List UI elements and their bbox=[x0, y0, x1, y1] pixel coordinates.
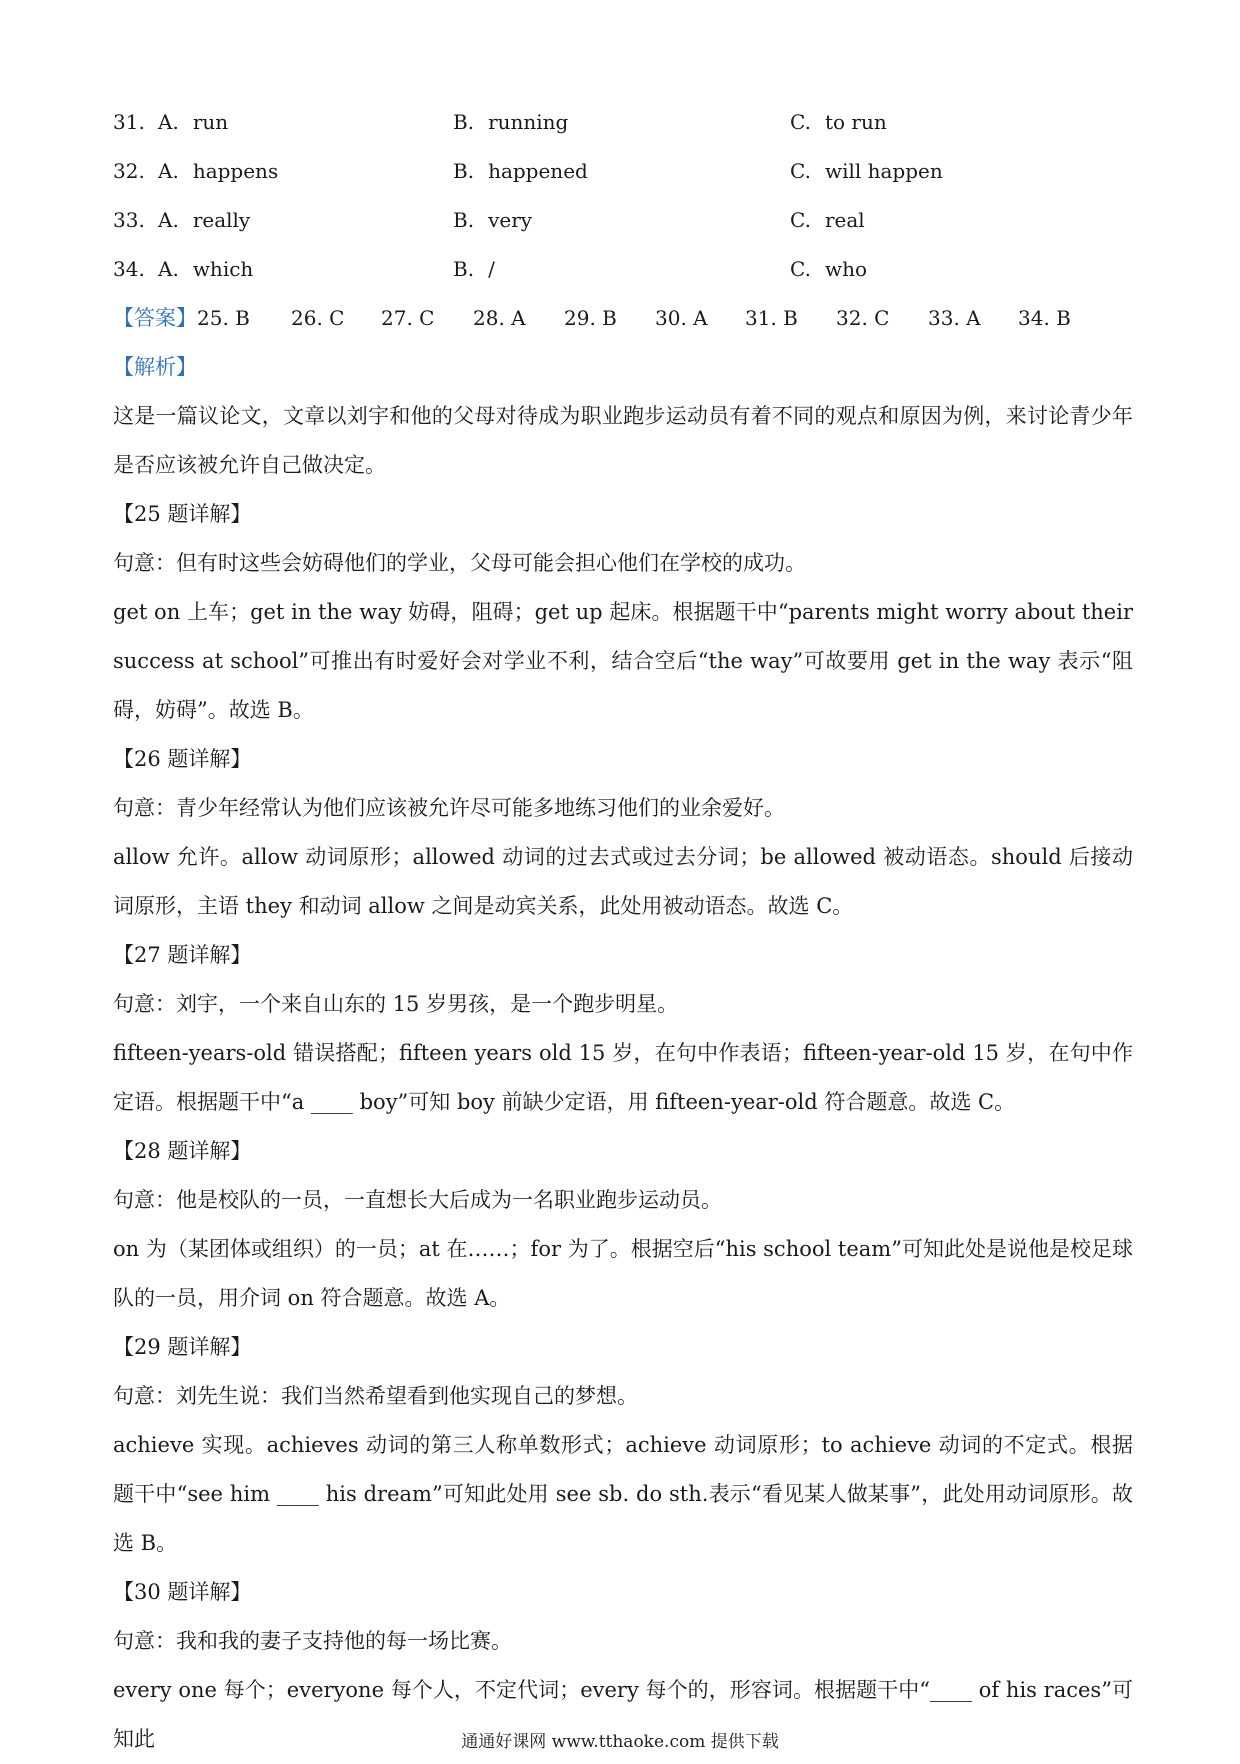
option-c: C. to run bbox=[790, 110, 887, 134]
question-number: 34. bbox=[113, 257, 145, 281]
answer-item: 32. C bbox=[836, 306, 890, 330]
option-a: A. run bbox=[158, 110, 229, 134]
option-a: A. happens bbox=[158, 159, 279, 183]
option-b: B. happened bbox=[453, 159, 588, 183]
answer-key bbox=[113, 294, 1133, 343]
option-c: C. who bbox=[790, 257, 867, 281]
option-b: B. running bbox=[453, 110, 569, 134]
explanation: achieve 实现。achieves 动词的第三人称单数形式；achieve 动词原形；to achieve 动词的不定式。根据题干中“see him ____ his dream”可知此处用 see sb. do sth.表示“看见某人做某事”，此处用动词原形。故选 B。 bbox=[113, 1433, 1133, 1555]
answer-item: 28. A bbox=[473, 306, 526, 330]
explanation: get on 上车；get in the way 妨碍，阻碍；get up 起床。根据题干中“parents might worry about their success at school”可推出有时爱好会对学业不利，结合空后“the way”可故要用 get in the way 表示“阻碍，妨碍”。故选 B。 bbox=[113, 600, 1133, 722]
question-32-options bbox=[113, 147, 1133, 196]
answer-item: 26. C bbox=[291, 306, 345, 330]
question-number: 32. bbox=[113, 159, 145, 183]
sentence-meaning: 句意：刘先生说：我们当然希望看到他实现自己的梦想。 bbox=[113, 1384, 638, 1408]
question-31-options bbox=[113, 98, 1133, 147]
question-number: 31. bbox=[113, 110, 145, 134]
page-footer: 通通好课网 www.tthaoke.com 提供下载 bbox=[461, 1732, 779, 1752]
analysis-intro: 这是一篇议论文，文章以刘宇和他的父母对待成为职业跑步运动员有着不同的观点和原因为例，来讨论青少年是否应该被允许自己做决定。 bbox=[113, 404, 1133, 477]
section-heading-26: 【26 题详解】 bbox=[113, 747, 252, 771]
section-heading-29: 【29 题详解】 bbox=[113, 1335, 252, 1359]
section-heading-25: 【25 题详解】 bbox=[113, 502, 252, 526]
question-33-options bbox=[113, 196, 1133, 245]
explanation: every one 每个；everyone 每个人，不定代词；every 每个的，形容词。根据题干中“____ of his races”可知此 bbox=[113, 1678, 1133, 1751]
explanation: on 为（某团体或组织）的一员；at 在……；for 为了。根据空后“his school team”可知此处是说他是校足球队的一员，用介词 on 符合题意。故选 A。 bbox=[113, 1237, 1133, 1310]
option-b: B. very bbox=[453, 208, 533, 232]
answer-item: 29. B bbox=[564, 306, 617, 330]
section-heading-27: 【27 题详解】 bbox=[113, 943, 252, 967]
explanation: allow 允许。allow 动词原形；allowed 动词的过去式或过去分词；be allowed 被动语态。should 后接动词原形，主语 they 和动词 allow 之间是动宾关系，此处用被动语态。故选 C。 bbox=[113, 845, 1133, 918]
answer-item: 31. B bbox=[745, 306, 798, 330]
sentence-meaning: 句意：我和我的妻子支持他的每一场比赛。 bbox=[113, 1629, 512, 1653]
sentence-meaning: 句意：刘宇，一个来自山东的 15 岁男孩，是一个跑步明星。 bbox=[113, 992, 679, 1016]
question-number: 33. bbox=[113, 208, 145, 232]
option-a: A. really bbox=[158, 208, 251, 232]
explanation: fifteen-years-old 错误搭配；fifteen years old 15 岁，在句中作表语；fifteen-year-old 15 岁，在句中作定语。根据题干中“a ____ boy”可知 boy 前缺少定语，用 fifteen-year-old 符合题意。故选 C。 bbox=[113, 1041, 1133, 1114]
question-34-options bbox=[113, 245, 1133, 294]
option-c: C. will happen bbox=[790, 159, 943, 183]
option-c: C. real bbox=[790, 208, 865, 232]
sentence-meaning: 句意：青少年经常认为他们应该被允许尽可能多地练习他们的业余爱好。 bbox=[113, 796, 785, 820]
analysis-label: 【解析】 bbox=[113, 355, 197, 379]
answer-item: 25. B bbox=[197, 306, 250, 330]
option-a: A. which bbox=[158, 257, 254, 281]
section-heading-30: 【30 题详解】 bbox=[113, 1580, 252, 1604]
section-heading-28: 【28 题详解】 bbox=[113, 1139, 252, 1163]
option-b: B. / bbox=[453, 257, 495, 281]
document-page bbox=[113, 98, 1133, 1764]
answer-item: 34. B bbox=[1018, 306, 1071, 330]
answer-item: 33. A bbox=[928, 306, 981, 330]
answer-item: 30. A bbox=[655, 306, 708, 330]
sentence-meaning: 句意：但有时这些会妨碍他们的学业，父母可能会担心他们在学校的成功。 bbox=[113, 551, 806, 575]
sentence-meaning: 句意：他是校队的一员，一直想长大后成为一名职业跑步运动员。 bbox=[113, 1188, 722, 1212]
answer-label: 【答案】 bbox=[113, 306, 197, 330]
answer-item: 27. C bbox=[381, 306, 435, 330]
